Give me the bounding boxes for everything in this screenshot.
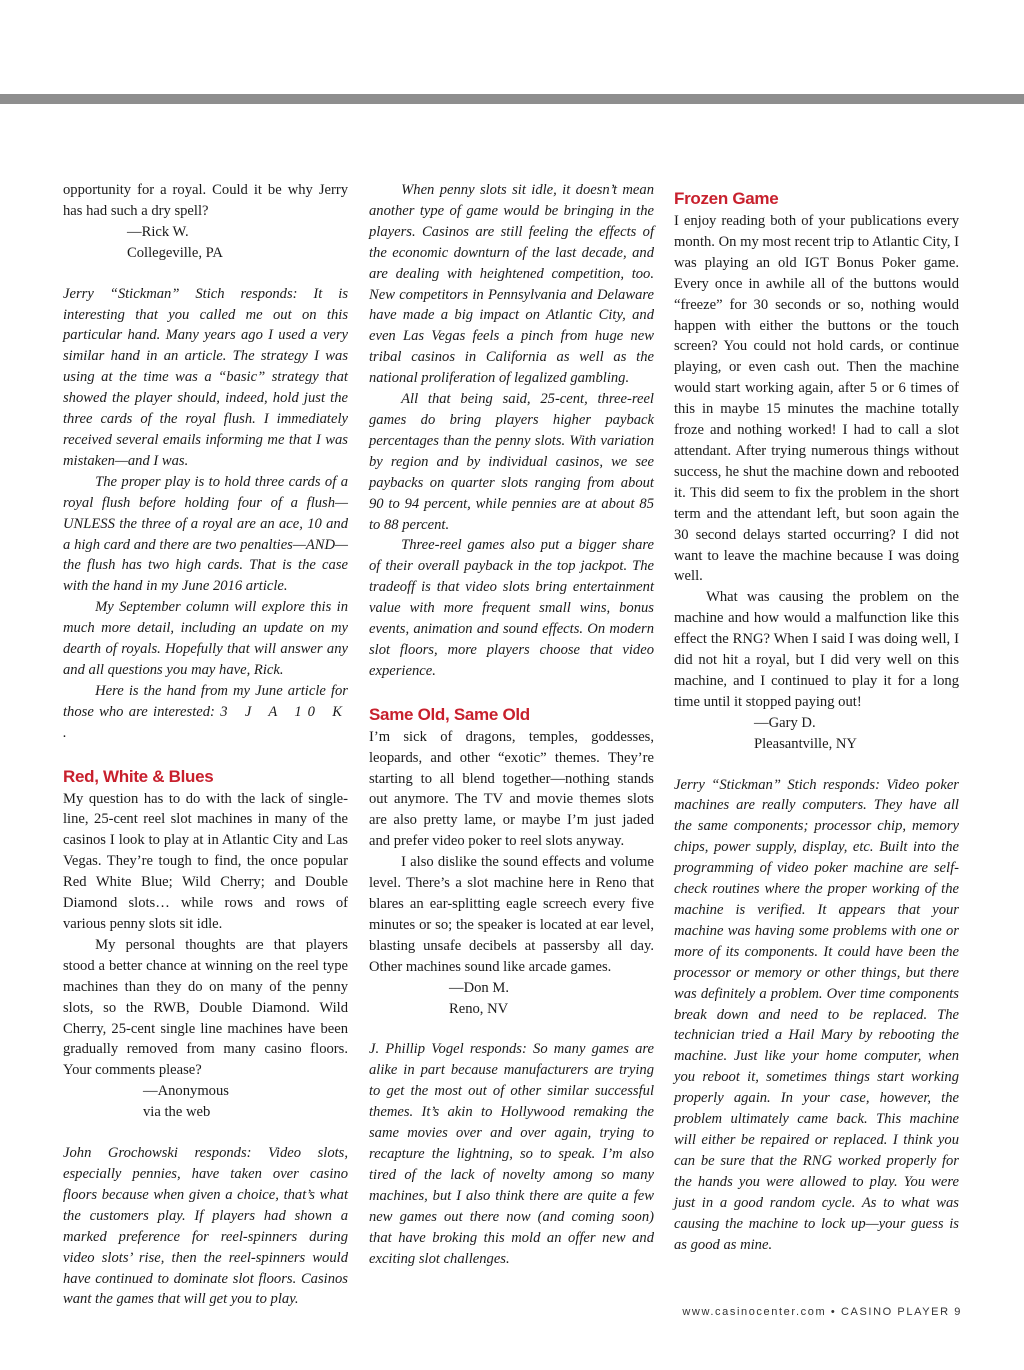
letter-paragraph: My question has to do with the lack of single-line, 25-cent reel slot machines in many of the casinos I look to play at in Atlantic City and Las Vegas. They’re tough to find, the once popular Red White Blue; Wild Cherry; and Double Diamond slots… while rows and rows of various penny slots sit idle. <box>63 790 348 932</box>
section-heading: Same Old, Same Old <box>369 704 530 724</box>
page-footer: www.casinocenter.com • CASINO PLAYER 9 <box>682 1306 962 1318</box>
section-heading: Red, White & Blues <box>63 766 214 786</box>
letter-paragraph: I also dislike the sound effects and volume level. There’s a slot machine here in Reno that blares an ear-splitting eagle screech every five minutes or so; the speaker is located at ear level, blasting unsafe decibels at passersby all day. Other machines sound like arcade games. <box>369 854 654 975</box>
letter-paragraph: I enjoy reading both of your publications every month. On my most recent trip to Atlantic City, I was playing an old IGT Bonus Poker game. Every once in awhile all of the buttons would “freeze” for 30 seconds or so, nothing would happen with either the buttons or the touch screen? You could not hold cards, or continue playing, or even cash out. Then the machine would start working again, after 5 or 6 times of this in maybe 15 minutes the machine totally froze and nothing worked! I had to call a slot attendant. After trying numerous things without success, he shut the machine down and rebooted it. This did seem to fix the problem in the short term and the attendant left, but soon again the 30 second delays started occurring? I did not want to leave the machine because I was doing well. <box>674 213 959 585</box>
signature-name: —Don M. <box>449 979 509 996</box>
signature-name: —Anonymous <box>143 1083 229 1100</box>
letter-paragraph: What was causing the problem on the machine and how would a malfunction like this effect the RNG? When I said I was doing well, I did not hit a royal, but I did very well on this machine, and I continued to play it for a long time until it stopped paying out! <box>674 589 959 710</box>
signature-name: —Gary D. <box>754 714 816 731</box>
paragraph: opportunity for a royal. Could it be why Jerry has had such a dry spell? <box>63 182 348 219</box>
response-paragraph: Three-reel games also put a bigger share of their overall payback in the top jackpot. The tradeoff is that video slots bring entertainment value with more frequent small wins, bonus events, animation and sound effects. On modern slot floors, more players choose that video experience. <box>369 537 654 679</box>
response-paragraph: John Grochowski responds: Video slots, especially pennies, have taken over casino floors because when given a choice, that’s what the customers play. If players had shown a marked preference for reel-spinners during video slots’ rise, then the reel-spinners would have continued to dominate slot floors. Casinos want the games that will get you to play. <box>63 1145 348 1308</box>
response-paragraph: The proper play is to hold three cards of a royal flush before holding four of a flush—UNLESS the three of a royal are an ace, 10 and a high card and there are two penalties—AND—the flush has two high cards. That is the case with the hand in my June 2016 article. <box>63 473 348 595</box>
response-paragraph: All that being said, 25-cent, three-reel games do bring players higher payback percentages than the penny slots. With variation by region and by individual casinos, we see paybacks on quarter slots ranging from about 90 to 94 percent, while pennies are at about 85 to 88 percent. <box>369 391 654 533</box>
response-paragraph: Jerry “Stickman” Stich responds: It is interesting that you called me out on this particular hand. Many years ago I used a very similar hand in an article. The strategy I was using at the time was a “basic” strategy that showed the player should, indeed, hold just the three cards of the royal flush. I immediately received several emails informing me that I was mistaken—and I was. <box>63 285 348 469</box>
letter-paragraph: I’m sick of dragons, temples, goddesses, leopards, and other “exotic” themes. They’re starting to all blend together—nothing stands out anymore. The TV and movie themes slots are also pretty lame, or maybe I’m just jaded and prefer video poker to reel slots anyway. <box>369 728 654 850</box>
column-3 <box>674 188 959 1255</box>
hand-intro: Here is the hand from my June article for those who are interested: <box>63 682 348 720</box>
response-paragraph <box>63 681 348 744</box>
signature-place: Collegeville, PA <box>127 244 223 261</box>
signature-place: via the web <box>143 1104 211 1121</box>
section-heading: Frozen Game <box>674 189 779 208</box>
signature-name: —Rick W. <box>127 223 189 240</box>
card-hand: 3 J A 10 K . <box>63 703 348 741</box>
signature-place: Reno, NV <box>449 1000 509 1017</box>
response-paragraph: My September column will explore this in much more detail, including an update on my dearth of royals. Hopefully that will answer any and all questions you may have, Rick. <box>63 599 348 678</box>
column-2 <box>369 180 654 1269</box>
signature-place: Pleasantville, NY <box>754 735 857 752</box>
response-paragraph: Jerry “Stickman” Stich responds: Video poker machines are really computers. They have all the same components; processor chip, memory chips, power supply, display, etc. Built into the programming of video poker machine are self-check routines where the proper working of the machine is verified. It appears that your machine was having some problems with one or more of its components. It could have been the processor or memory or other things, but there was definitely a problem. Over time components break down and need to be replaced. The technician tried a Hail Mary by rebooting the machine. Just like your home computer, when you reboot it, sometimes things start working properly again. In your case, however, the problem ultimately came back. This machine will either be repaired or replaced. I think you can be sure that the RNG worked properly for the hands you were allowed to play. You were just in a good random cycle. As to what was causing the machine to lock up—your guess is as good as mine. <box>674 776 959 1253</box>
letter-paragraph: My personal thoughts are that players stood a better chance at winning on the reel type machines than they do on many of the penny slots, so the RWB, Double Diamond. Wild Cherry, 25-cent single line machines have been gradually removed from many casino floors. Your comments please? <box>63 936 348 1079</box>
response-paragraph: When penny slots sit idle, it doesn’t mean another type of game would be bringing in the players. Casinos are still feeling the effects of the economic downturn of the last decade, and are dealing with heightened competition, too. New competitors in Pennsylvania and Delaware have made a big impact on Atlantic City, and even Las Vegas feels a pinch from huge new tribal casinos in California as well as the national proliferation of legalized gambling. <box>369 182 654 387</box>
top-divider-bar <box>0 94 1024 104</box>
column-1 <box>63 180 348 1310</box>
response-paragraph: J. Phillip Vogel responds: So many games are alike in part because manufacturers are trying to get the most out of other similar successful themes. It’s akin to Hollywood remaking the same movies over and over again, trying to recapture the lightning, so to speak. I’m also tired of the lack of novelty among so many machines, but I also think there are quite a few new games out there now (and coming soon) that have broking this mold an offer new and exciting slot challenges. <box>369 1041 654 1267</box>
